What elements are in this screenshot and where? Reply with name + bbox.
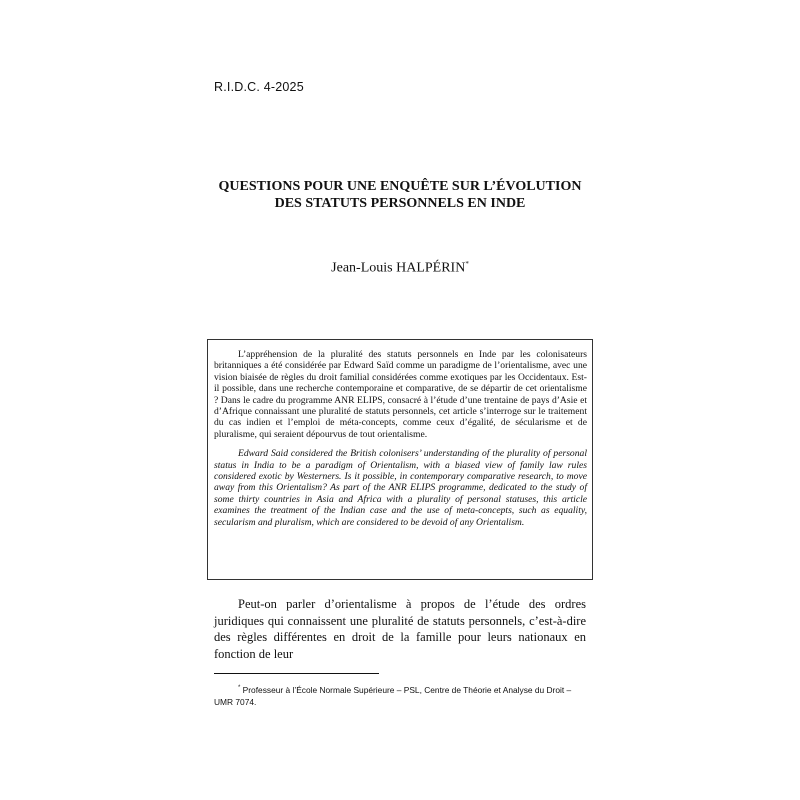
footnote-body	[214, 682, 586, 708]
body-paragraph: Peut-on parler d’orientalisme à propos de l’étude des ordres juridiques qui connaissent une pluralité de statuts personnels, c’est-à-dire des règles différentes en droit de la famille pour leurs nationaux en fonction de leur	[214, 597, 586, 661]
footnote-separator	[214, 673, 379, 674]
author-byline	[150, 260, 650, 277]
author-name: Jean-Louis HALPÉRIN	[331, 260, 466, 276]
title-line-1: QUESTIONS POUR UNE ENQUÊTE SUR L’ÉVOLUTION	[218, 179, 582, 194]
footnote-mark: *	[238, 685, 241, 691]
article-title	[150, 178, 650, 212]
abstract-english: Edward Said considered the British colonisers’ understanding of the plurality of personal status in India to be a paradigm of Orientalism, with a biased view of family law rules considered exotic by Westerners. Is it possible, in contemporary comparative research, to move away from this Orientalism? As part of the ANR ELIPS programme, dedicated to the study of some thirty countries in Asia and Africa with a plurality of personal statuses, this article examines the treatment of the Indian case and the use of meta-concepts, such as equality, secularism and pluralism, which are considered to be devoid of any Orientalism.	[214, 448, 587, 528]
footnote	[214, 682, 586, 708]
journal-header: R.I.D.C. 4-2025	[214, 80, 304, 94]
body-text	[214, 596, 586, 662]
abstract-box	[207, 339, 593, 580]
footnote-text: Professeur à l’École Normale Supérieure – PSL, Centre de Théorie et Analyse du Droit – UMR 7074.	[214, 684, 572, 707]
abstract-french: L’appréhension de la pluralité des statuts personnels en Inde par les colonisateurs britanniques a été considérée par Edward Saïd comme un paradigme de l’orientalisme, avec une vision biaisée de règles du droit familial considérées comme exotiques par les Occidentaux. Est-il possible, dans une recherche contemporaine et comparative, de se départir de cet orientalisme ? Dans le cadre du programme ANR ELIPS, consacré à l’étude d’une trentaine de pays d’Asie et d’Afrique connaissant une pluralité de statuts personnels, cet article s’interroge sur le traitement du cas indien et l’emploi de méta-concepts, comme ceux d’égalité, de sécularisme et de pluralisme, qui seraient dépourvus de tout orientalisme.	[214, 349, 587, 440]
title-line-2: DES STATUTS PERSONNELS EN INDE	[274, 196, 526, 211]
author-footnote-mark: *	[465, 260, 469, 268]
